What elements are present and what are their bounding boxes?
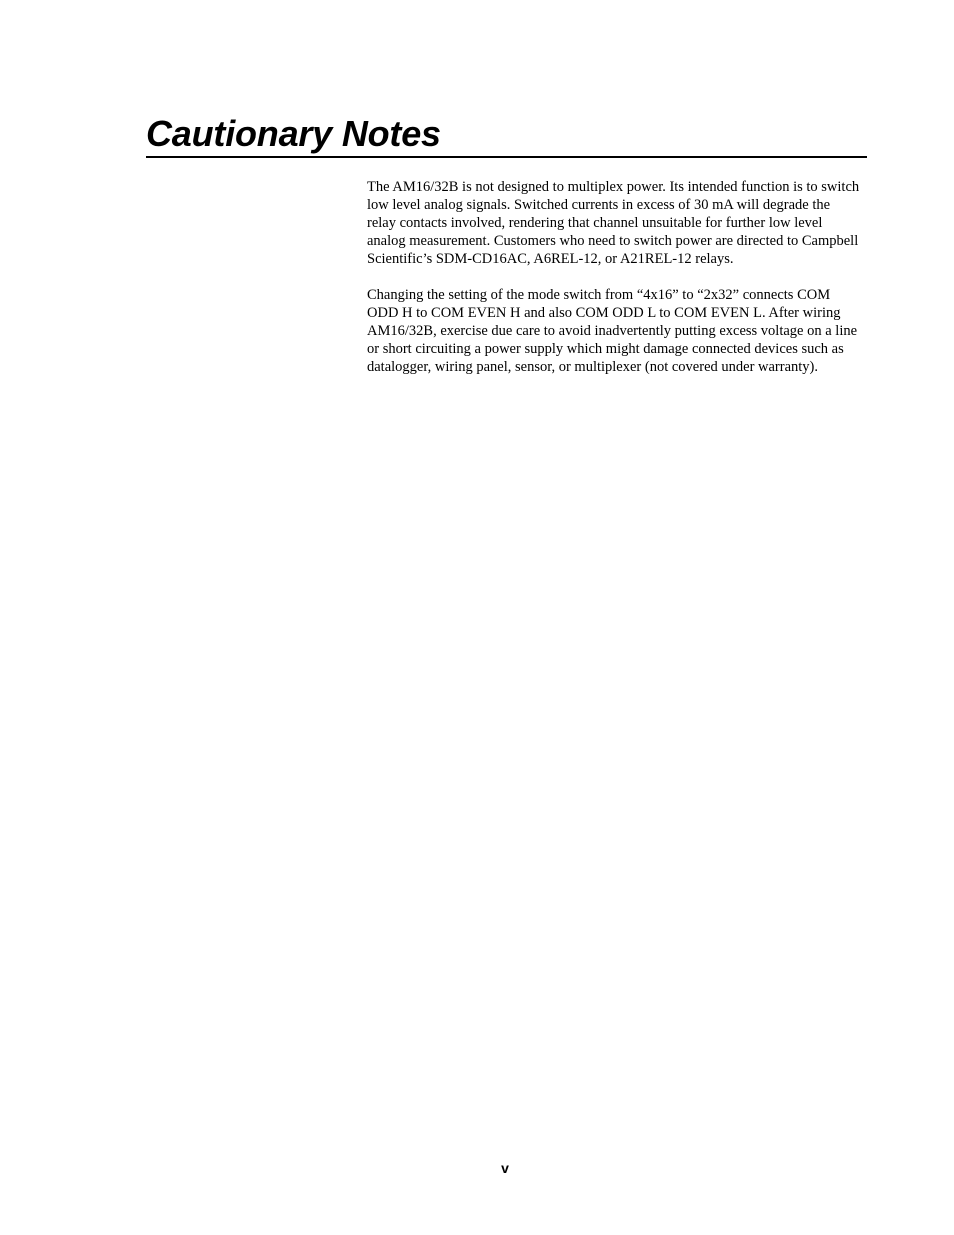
page-title: Cautionary Notes xyxy=(146,113,441,154)
paragraph-power-multiplex-note: The AM16/32B is not designed to multiplex power. Its intended function is to switch low level analog signals. Switched currents in excess of 30 mA will degrade the relay contacts involved, rendering that channel unsuitable for further low level analog measurement. Customers who need to switch power are directed to Campbell Scientific’s SDM-CD16AC, A6REL-12, or A21REL-12 relays. xyxy=(367,179,860,267)
body-text xyxy=(367,178,862,394)
paragraph-mode-switch-note: Changing the setting of the mode switch from “4x16” to “2x32” connects COM ODD H to COM EVEN H and also COM ODD L to COM EVEN L. After wiring AM16/32B, exercise due care to avoid inadvertently putting excess voltage on a line or short circuiting a power supply which might damage connected devices such as datalogger, wiring panel, sensor, or multiplexer (not covered under warranty). xyxy=(367,287,858,375)
title-underline xyxy=(146,156,867,158)
page-number: v xyxy=(501,1160,509,1176)
